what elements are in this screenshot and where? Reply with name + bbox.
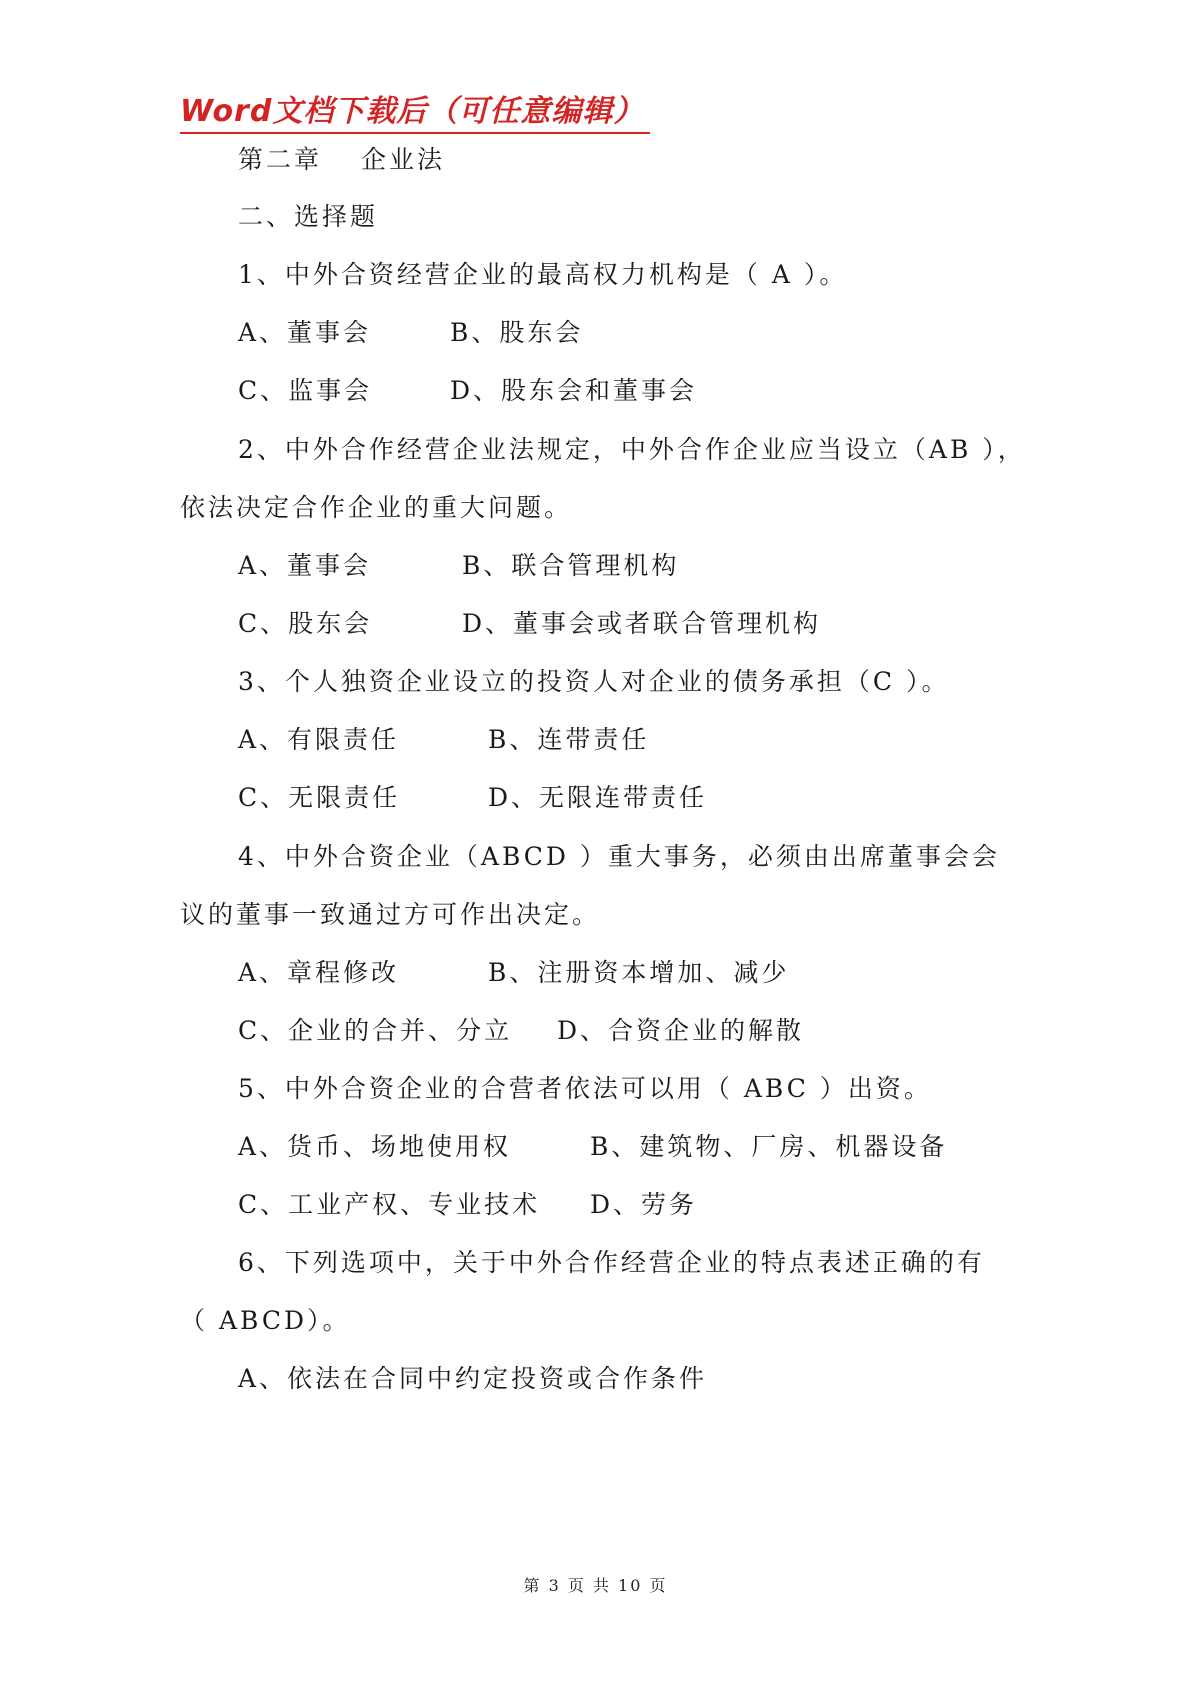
- chapter-heading: 第二章 企业法: [238, 145, 445, 174]
- banner-underline: [180, 132, 650, 134]
- question-1-option-b: B、股东会: [450, 318, 584, 347]
- question-1-option-d: D、股东会和董事会: [450, 376, 698, 405]
- question-3-option-a: A、有限责任: [238, 725, 400, 754]
- question-3-option-b: B、连带责任: [488, 725, 650, 754]
- question-4-option-c: C、企业的合并、分立: [238, 1016, 513, 1045]
- question-6-text-line-1: 6、下列选项中，关于中外合作经营企业的特点表述正确的有: [238, 1248, 985, 1277]
- question-4-option-a: A、章程修改: [238, 958, 400, 987]
- question-5-option-a: A、货币、场地使用权: [238, 1132, 512, 1161]
- question-1-option-c: C、监事会: [238, 376, 373, 405]
- question-6-text-line-2: （ ABCD）。: [180, 1306, 351, 1335]
- question-2-option-c: C、股东会: [238, 609, 373, 638]
- question-5-option-d: D、劳务: [590, 1190, 698, 1219]
- section-heading: 二、选择题: [238, 202, 379, 231]
- document-banner: Word文档下载后（可任意编辑）: [180, 94, 645, 129]
- question-2-option-b: B、联合管理机构: [462, 551, 680, 580]
- question-1-option-a: A、董事会: [238, 318, 372, 347]
- question-5-option-b: B、建筑物、厂房、机器设备: [590, 1132, 948, 1161]
- question-2-option-d: D、董事会或者联合管理机构: [462, 609, 822, 638]
- question-4-option-b: B、注册资本增加、减少: [488, 958, 790, 987]
- question-2-option-a: A、董事会: [238, 551, 372, 580]
- page-footer: 第 3 页 共 10 页: [523, 1576, 668, 1595]
- question-4-text-line-2: 议的董事一致通过方可作出决定。: [180, 900, 601, 929]
- question-3-option-d: D、无限连带责任: [488, 783, 708, 812]
- question-2-text-line-1: 2、中外合作经营企业法规定，中外合作企业应当设立（AB ），: [238, 435, 1026, 464]
- question-1-text: 1、中外合资经营企业的最高权力机构是（ A ）。: [238, 260, 848, 289]
- question-5-option-c: C、工业产权、专业技术: [238, 1190, 541, 1219]
- question-5-text: 5、中外合资企业的合营者依法可以用（ ABC ）出资。: [238, 1074, 932, 1103]
- question-3-text: 3、个人独资企业设立的投资人对企业的债务承担（C ）。: [238, 667, 950, 696]
- question-4-option-d: D、合资企业的解散: [557, 1016, 805, 1045]
- question-2-text-line-2: 依法决定合作企业的重大问题。: [180, 493, 573, 522]
- question-3-option-c: C、无限责任: [238, 783, 401, 812]
- question-4-text-line-1: 4、中外合资企业（ABCD ）重大事务，必须由出席董事会会: [238, 842, 1000, 871]
- question-6-option-a: A、依法在合同中约定投资或合作条件: [238, 1364, 708, 1393]
